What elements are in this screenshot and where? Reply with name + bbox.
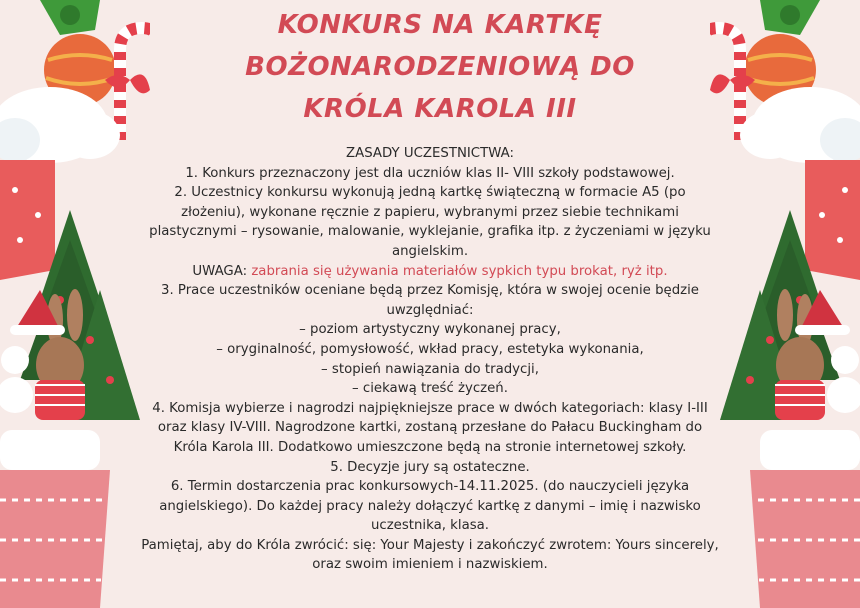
rule-line: 6. Termin dostarczenia prac konkursowych-14.11.2025. (do nauczycieli języka: [170, 479, 690, 495]
rules-heading: ZASADY UCZESTNICTWA:: [346, 146, 514, 161]
rule-line: złożeniu), wykonane ręcznie z papieru, wybranymi przez siebie technikami: [181, 204, 679, 220]
warning-label: UWAGA:: [192, 263, 252, 279]
rule-line: 2. Uczestnicy konkursu wykonują jedną kartkę świąteczną w formacie A5 (po: [174, 185, 686, 201]
rule-line: – stopień nawiązania do tradycji,: [321, 361, 539, 377]
right-christmas-decoration: [710, 0, 860, 608]
title-line-3: KRÓLA KAROLA III: [303, 94, 577, 124]
title-line-1: KONKURS NA KARTKĘ: [277, 10, 603, 40]
rule-line: Króla Karola III. Dodatkowo umieszczone będą na stronie internetowej szkoły.: [173, 439, 687, 455]
title-line-2: BOŻONARODZENIOWĄ DO: [245, 52, 635, 82]
stocking-icon: [0, 160, 55, 280]
rule-line: 5. Decyzje jury są ostateczne.: [330, 459, 530, 475]
warning-line: [130, 262, 730, 282]
rule-line: plastycznymi – rysowanie, malowanie, wyklejanie, grafika itp. z życzeniami w języku: [149, 224, 711, 240]
gift-ribbon-icon: [760, 0, 820, 35]
rules-text: [130, 144, 730, 575]
rule-line: oraz klasy IV-VIII. Nagrodzone kartki, zostaną przesłane do Pałacu Buckingham do: [157, 420, 703, 436]
page-title: [230, 4, 650, 130]
stocking-bottom-icon: [0, 430, 110, 608]
rule-line: 3. Prace uczestników oceniane będą przez Komisję, która w swojej ocenie będzie: [161, 283, 699, 299]
rule-line: uwzględniać:: [386, 302, 474, 318]
rule-line: – oryginalność, pomysłowość, wkład pracy, estetyka wykonania,: [216, 341, 644, 357]
rule-line: oraz swoim imieniem i nazwiskiem.: [312, 557, 548, 573]
rule-line: 1. Konkurs przeznaczony jest dla uczniów klas II- VIII szkoły podstawowej.: [185, 165, 675, 181]
rule-line: uczestnika, klasa.: [370, 518, 490, 534]
rule-line: angielskiego). Do każdej pracy należy dołączyć kartkę z danymi – imię i nazwisko: [159, 498, 701, 514]
left-christmas-decoration: [0, 0, 150, 608]
rule-line: angielskim.: [391, 243, 469, 259]
gift-ribbon-icon: [40, 0, 100, 35]
rule-line: – poziom artystyczny wykonanej pracy,: [299, 322, 561, 338]
stocking-icon: [805, 160, 860, 280]
rule-line: Pamiętaj, aby do Króla zwrócić: się: Your Majesty i zakończyć zwrotem: Yours sincerely,: [141, 537, 719, 553]
rule-line: 4. Komisja wybierze i nagrodzi najpiękniejsze prace w dwóch kategoriach: klasy I-III: [152, 400, 708, 416]
warning-text: zabrania się używania materiałów sypkich typu brokat, ryż itp.: [251, 263, 668, 279]
rule-line: – ciekawą treść życzeń.: [352, 381, 508, 397]
stocking-bottom-icon: [750, 430, 860, 608]
